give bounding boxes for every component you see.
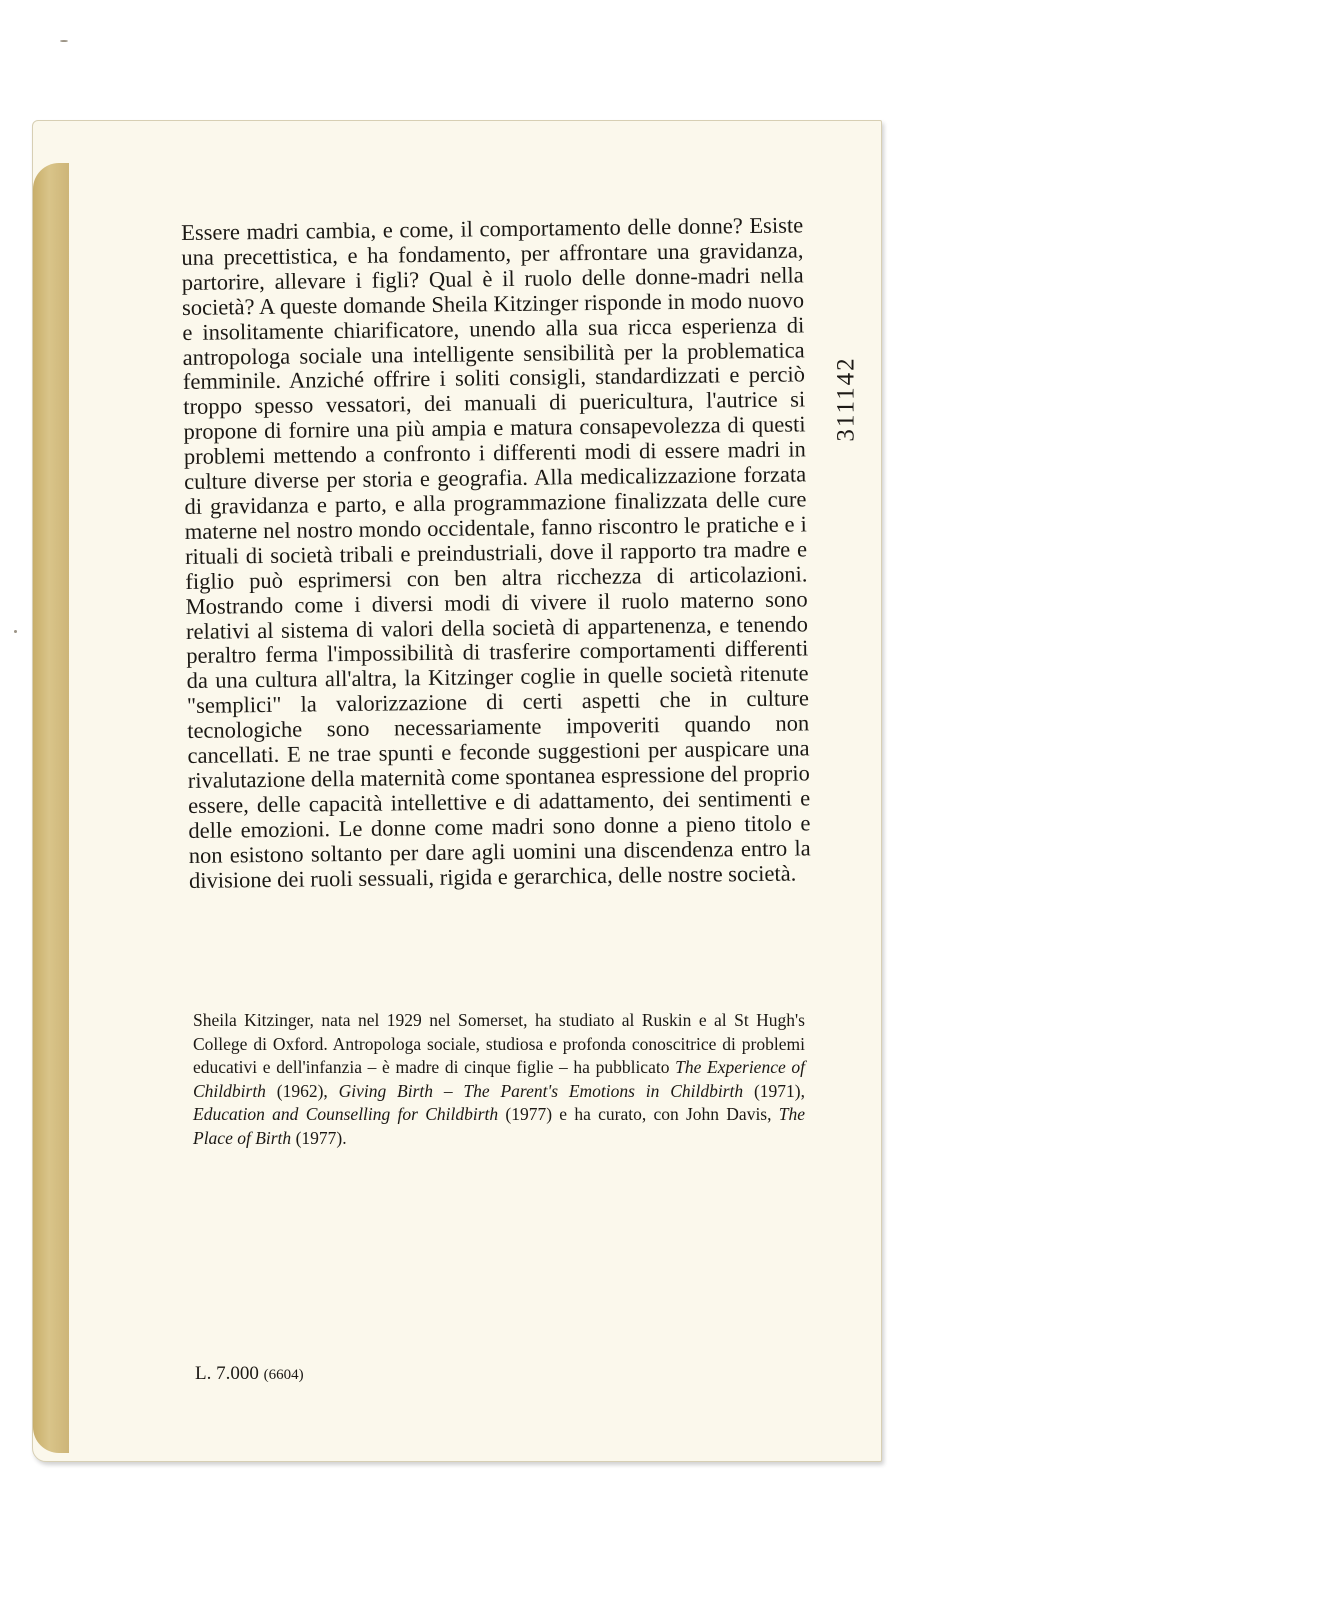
price-value: L. 7.000: [195, 1363, 259, 1384]
catalog-number-text: 311142: [833, 356, 860, 442]
bio-text-3: (1971),: [743, 1080, 806, 1101]
catalog-number: [827, 349, 867, 449]
book-back-cover: [32, 120, 882, 1462]
blurb-text-block: [181, 213, 811, 893]
price-code: (6604): [263, 1367, 304, 1383]
book-spine-edge: [33, 163, 69, 1453]
dust-speck: [60, 40, 68, 42]
author-bio: [193, 1009, 805, 1150]
bio-book-title-3: Education and Counselling for Childbirth: [193, 1104, 499, 1124]
cover-page: [69, 121, 881, 1461]
bio-text-2: (1962),: [265, 1080, 339, 1101]
bio-book-title-1: The Experience of Childbirth: [193, 1057, 806, 1101]
bio-text-1: Sheila Kitzinger, nata nel 1929 nel Somerset, ha studiato al Ruskin e al St Hugh's College di Oxford. Antropologa sociale, studiosa e profonda conoscitrice di problemi educativi e dell'infanzia – è madre di cinque figlie – ha pubblicato: [193, 1010, 805, 1077]
bio-book-title-4: The Place of Birth: [193, 1104, 805, 1148]
bio-book-title-2: Giving Birth – The Parent's Emotions in Childbirth: [338, 1080, 744, 1101]
bio-text-4: (1977) e ha curato, con John Davis,: [498, 1104, 779, 1124]
bio-text-5: (1977).: [291, 1127, 347, 1148]
author-bio-paragraph: [193, 1009, 805, 1150]
blurb-paragraph: Essere madri cambia, e come, il comportamento delle donne? Esiste una precettistica, e ha fondamento, per affrontare una gravidanza, partorire, allevare i figli? Qual è il ruolo delle donne-madri nella società? A queste domande Sheila Kitzinger risponde in modo nuovo e insolitamente chiarificatore, unendo alla sua ricca esperienza di antropologa sociale una intelligente sensibilità per la problematica femminile. Anziché offrire i soliti consigli, standardizzati e perciò troppo spesso vessatori, dei manuali di puericultura, l'autrice si propone di fornire una più ampia e matura consapevolezza di questi problemi mettendo a confronto i differenti modi di essere madri in culture diverse per storia e geografia. Alla medicalizzazione forzata di gravidanza e parto, e alla programmazione finalizzata delle cure materne nel nostro mondo occidentale, fanno riscontro le pratiche e i rituali di società tribali e preindustriali, dove il rapporto tra madre e figlio può esprimersi con ben altra ricchezza di articolazioni. Mostrando come i diversi modi di vivere il ruolo materno sono relativi al sistema di valori della società di appartenenza, e tenendo peraltro ferma l'impossibilità di trasferire comportamenti differenti da una cultura all'altra, la Kitzinger coglie in quelle società ritenute "semplici" la valorizzazione di certi aspetti che in culture tecnologiche sono necessariamente impoveriti quando non cancellati. E ne trae spunti e feconde suggestioni per auspicare una rivalutazione della maternità come spontanea espressione del proprio essere, delle capacità intellettive e di adattamento, dei sentimenti e delle emozioni. Le donne come madri sono donne a pieno titolo e non esistono soltanto per dare agli uomini una discendenza entro la divisione dei ruoli sessuali, rigida e gerarchica, delle nostre società.: [180, 212, 811, 893]
dust-speck: [14, 630, 17, 633]
price-label: [195, 1363, 304, 1385]
